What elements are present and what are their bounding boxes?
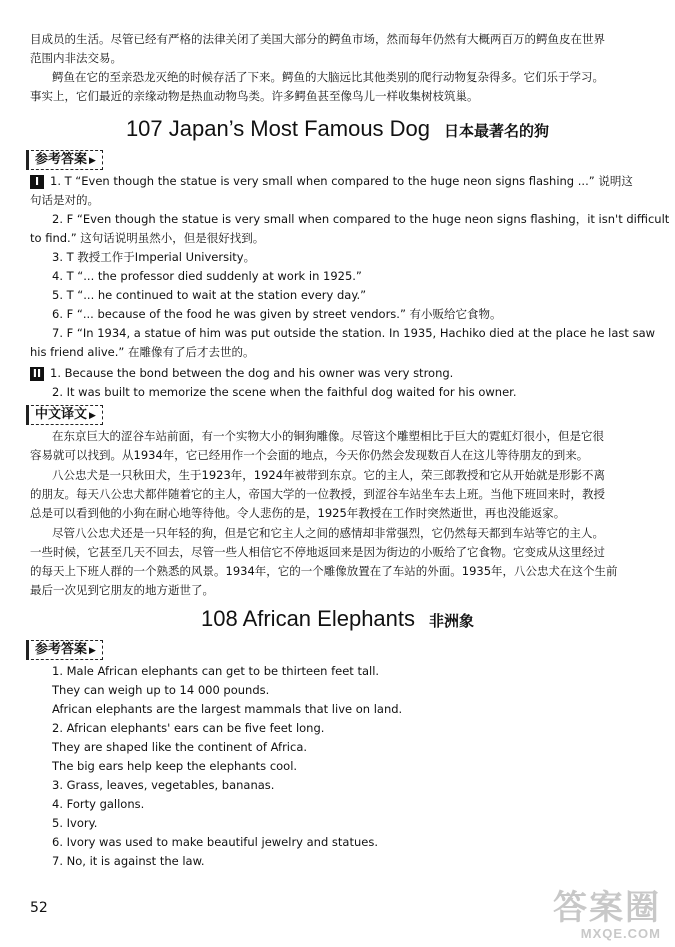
translation-line: 一些时候，它甚至几天不回去，尽管一些人相信它不停地返回来是因为街边的小贩给了它食物。它变成从这里经过: [30, 545, 605, 559]
roman-numeral-i: I: [30, 175, 44, 189]
answer-line: 5. Ivory.: [52, 816, 98, 830]
watermark-logo: [553, 890, 661, 941]
answer-ii-1: [30, 364, 650, 383]
section-108-title-cn: 非洲象: [429, 613, 475, 630]
translation-line: 最后一次见到它朋友的地方逝世了。: [30, 583, 214, 597]
answer-line: 句话是对的。: [30, 193, 99, 207]
answer-line: 1. Because the bond between the dog and his owner was very strong.: [50, 366, 454, 380]
answer-line: 1. Male African elephants can get to be thirteen feet tall.: [52, 664, 380, 678]
section-108-title: [0, 606, 675, 632]
answer-line: 2. F “Even though the statue is very small when compared to the huge neon signs flashing，it isn't difficult: [52, 212, 670, 226]
answer-line: 5. T “... he continued to wait at the station every day.”: [52, 288, 367, 302]
answer-line: They are shaped like the continent of Africa.: [52, 740, 308, 754]
answer-line: 3. T 教授工作于Imperial University。: [52, 250, 256, 264]
answers-tag-108: 参考答案 ▶: [26, 640, 103, 660]
answer-line: 6. Ivory was used to make beautiful jewelry and statues.: [52, 835, 378, 849]
translation-line: 容易就可以找到。从1934年，它已经用作一个会面的地点，今天你仍然会发现数百人在这儿等待朋友的到来。: [30, 448, 589, 462]
intro-line-1: 目成员的生活。尽管已经有严格的法律关闭了美国大部分的鳄鱼市场，然而每年仍然有大概两百万的鳄鱼皮在世界: [30, 32, 605, 46]
translation-line: 尽管八公忠犬还是一只年轻的狗，但是它和它主人之间的感情却非常强烈，它仍然每天都到车站等它的主人。: [52, 526, 604, 540]
page-number: 52: [30, 900, 48, 916]
answer-line: his friend alive.” 在雕像有了后才去世的。: [30, 345, 255, 359]
translation-tag: 中文译文 ▶: [26, 405, 103, 425]
watermark-top: 答案圈: [553, 889, 661, 927]
translation-line: 的朋友。每天八公忠犬都伴随着它的主人，帝国大学的一位教授，到涩谷车站坐车去上班。当他下班回来时，教授: [30, 487, 605, 501]
section-107-title-en: 107 Japan’s Most Famous Dog: [125, 116, 431, 141]
intro-line-2: 范围内非法交易。: [30, 51, 122, 65]
answer-line: African elephants are the largest mammals that live on land.: [52, 702, 403, 716]
translation-line: 的每天上下班人群的一个熟悉的风景。1934年，它的一个雕像放置在了车站的外面。1935年，八公忠犬在这个生前: [30, 564, 618, 578]
answer-line: 7. F “In 1934, a statue of him was put outside the station. In 1935, Hachiko died at the place he last saw: [52, 326, 656, 340]
answer-i-1: [30, 172, 650, 191]
translation-line: 在东京巨大的涩谷车站前面，有一个实物大小的铜狗雕像。尽管这个雕塑相比于巨大的霓虹灯很小，但是它很: [52, 429, 604, 443]
intro-line-3: 鳄鱼在它的至亲恐龙灭绝的时候存活了下来。鳄鱼的大脑远比其他类别的爬行动物复杂得多。它们乐于学习。: [52, 70, 604, 84]
section-108-title-en: 108 African Elephants: [200, 606, 416, 631]
answer-line: 3. Grass, leaves, vegetables, bananas.: [52, 778, 275, 792]
answer-line: 6. F “... because of the food he was given by street vendors.” 有小贩给它食物。: [52, 307, 502, 321]
section-107-title-cn: 日本最著名的狗: [444, 123, 550, 140]
answer-line: 4. Forty gallons.: [52, 797, 145, 811]
answer-line: 2. African elephants' ears can be five feet long.: [52, 721, 325, 735]
answer-line: 2. It was built to memorize the scene when the faithful dog waited for his owner.: [52, 385, 517, 399]
answer-line: 7. No, it is against the law.: [52, 854, 205, 868]
section-107-title: [0, 116, 675, 142]
translation-line: 八公忠犬是一只秋田犬，生于1923年，1924年被带到东京。它的主人，荣三郎教授和它从开始就是形影不离: [52, 468, 606, 482]
answers-tag-107: 参考答案 ▶: [26, 150, 103, 170]
answer-line: The big ears help keep the elephants cool.: [52, 759, 298, 773]
answer-line: They can weigh up to 14 000 pounds.: [52, 683, 270, 697]
roman-numeral-ii: II: [30, 367, 44, 381]
answer-line: to find.” 这句话说明虽然小，但是很好找到。: [30, 231, 265, 245]
watermark-bottom: MXQE.COM: [580, 926, 661, 941]
intro-line-4: 事实上，它们最近的亲缘动物是热血动物鸟类。许多鳄鱼甚至像鸟儿一样收集树枝筑巢。: [30, 89, 479, 103]
answer-line: 1. T “Even though the statue is very small when compared to the huge neon signs flashing ...” 说明这: [50, 174, 633, 188]
translation-line: 总是可以看到他的小狗在耐心地等待他。令人悲伤的是，1925年教授在工作时突然逝世，再也没能返家。: [30, 506, 566, 520]
answer-line: 4. T “... the professor died suddenly at work in 1925.”: [52, 269, 362, 283]
